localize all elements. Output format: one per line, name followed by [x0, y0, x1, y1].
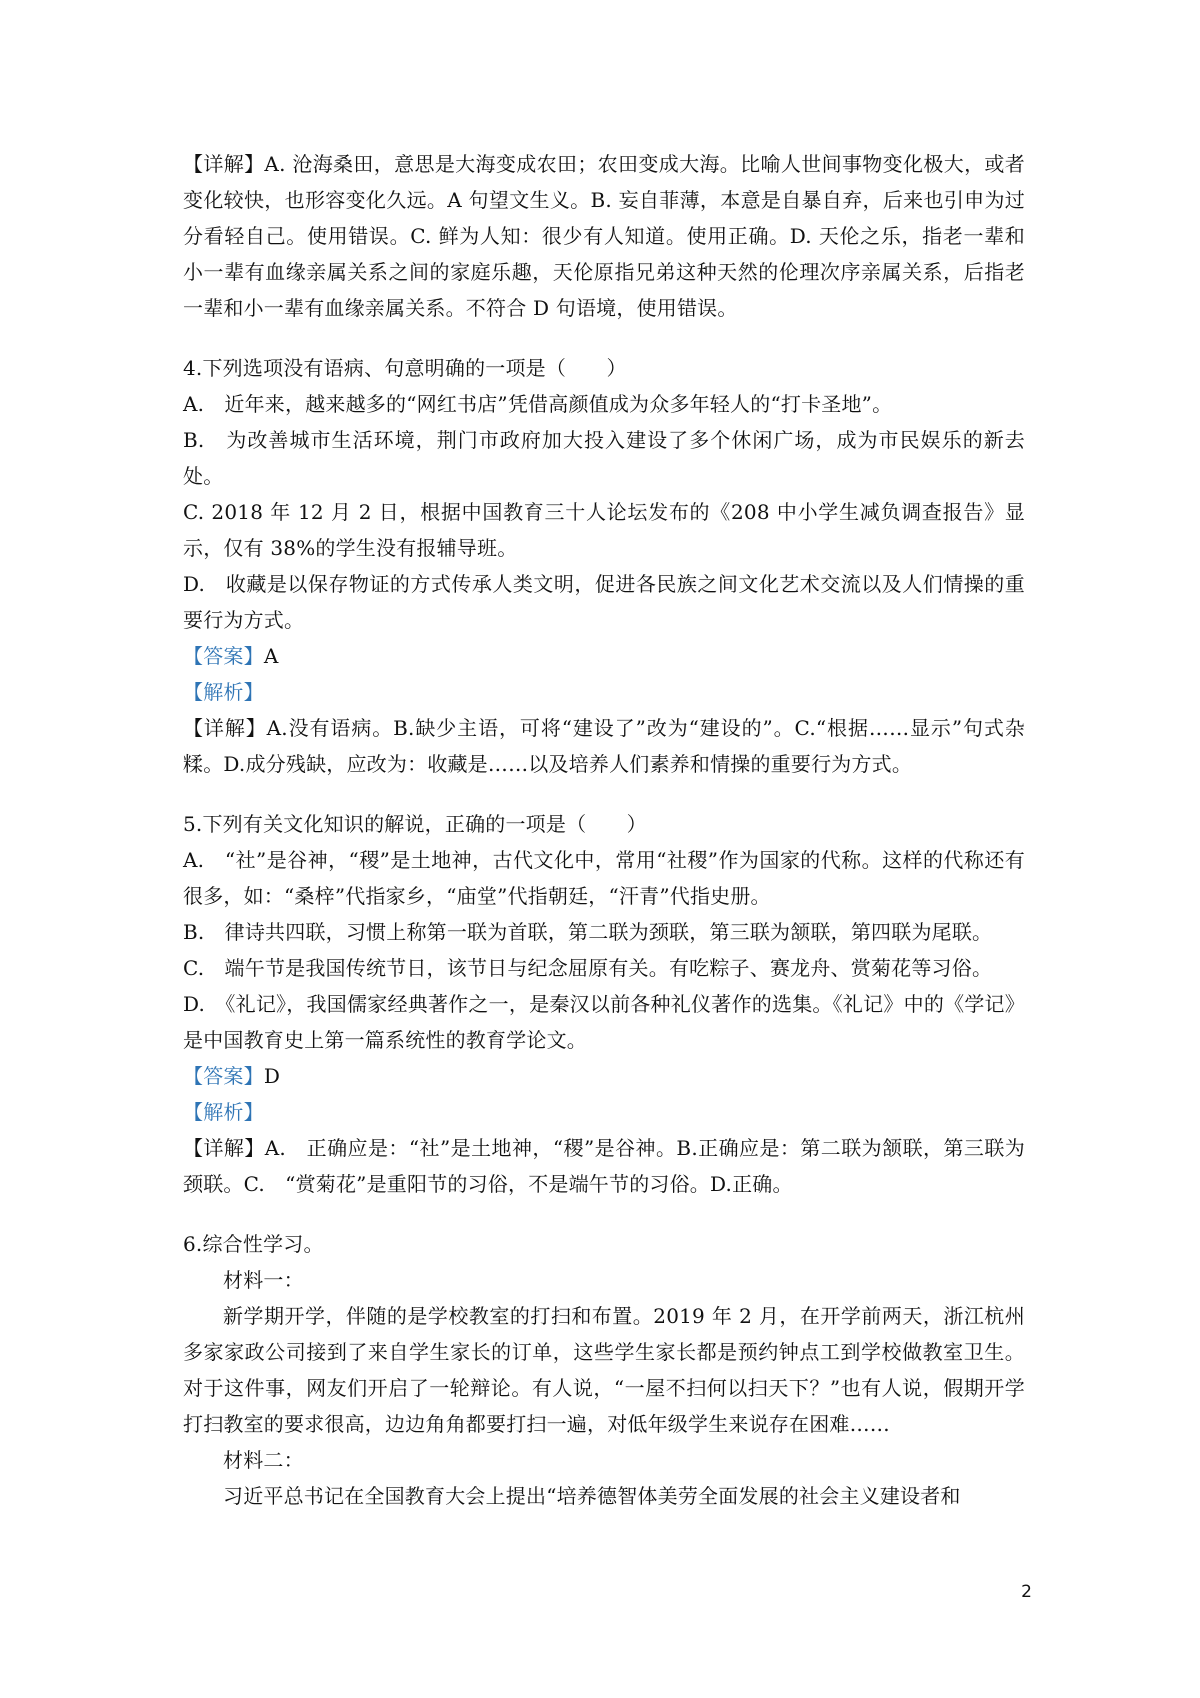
q5-option-b: B. 律诗共四联，习惯上称第一联为首联，第二联为颈联，第三联为颔联，第四联为尾联。 [183, 920, 993, 944]
spacer [183, 782, 1025, 806]
q4-answer [183, 638, 1025, 674]
spacer [183, 326, 1025, 350]
q6-material1-text: 新学期开学，伴随的是学校教室的打扫和布置。2019 年 2 月，在开学前两天，浙江杭州多家家政公司接到了来自学生家长的订单，这些学生家长都是预约钟点工到学校做教室卫生。对于这件事，网友们开启了一轮辩论。有人说，“一屋不扫何以扫天下？”也有人说，假期开学打扫教室的要求很高，边边角角都要打扫一遍，对低年级学生来说存在困难…… [183, 1304, 1025, 1436]
q5-detail: 【详解】A. 正确应是：“社”是土地神，“稷”是谷神。B.正确应是：第二联为颔联，第三联为颈联。C. “赏菊花”是重阳节的习俗，不是端午节的习俗。D.正确。 [183, 1136, 1025, 1196]
q4-option-c: C. 2018 年 12 月 2 日，根据中国教育三十人论坛发布的《208 中小学生减负调查报告》显示，仅有 38%的学生没有报辅导班。 [183, 500, 1025, 560]
q4-answer-value: A [263, 644, 279, 668]
q5-answer-value: D [263, 1064, 281, 1088]
q6-stem: 6.综合性学习。 [183, 1232, 324, 1256]
q5-option-c: C. 端午节是我国传统节日，该节日与纪念屈原有关。有吃粽子、赛龙舟、赏菊花等习俗。 [183, 956, 993, 980]
q5-analysis-label: 【解析】 [183, 1100, 264, 1124]
document-body [183, 146, 1025, 1514]
q3-detail: 【详解】A. 沧海桑田，意思是大海变成农田；农田变成大海。比喻人世间事物变化极大，或者变化较快，也形容变化久远。A 句望文生义。B. 妄自菲薄，本意是自暴自弃，后来也引申为过分看轻自己。使用错误。C. 鲜为人知：很少有人知道。使用正确。D. 天伦之乐，指老一辈和小一辈有血缘亲属关系之间的家庭乐趣，天伦原指兄弟这种天然的伦理次序亲属关系，后指老一辈和小一辈有血缘亲属关系。不符合 D 句语境，使用错误。 [183, 152, 1025, 320]
q5-answer [183, 1058, 1025, 1094]
spacer [183, 1202, 1025, 1226]
q5-option-a: A. “社”是谷神，“稷”是土地神，古代文化中，常用“社稷”作为国家的代称。这样的代称还有很多，如：“桑梓”代指家乡，“庙堂”代指朝廷，“汗青”代指史册。 [183, 848, 1025, 908]
q4-answer-label: 【答案】 [183, 644, 264, 668]
q6-material2-text: 习近平总书记在全国教育大会上提出“培养德智体美劳全面发展的社会主义建设者和 [223, 1484, 961, 1508]
q4-option-a: A. 近年来，越来越多的“网红书店”凭借高颜值成为众多年轻人的“打卡圣地”。 [183, 392, 893, 416]
q4-analysis-label: 【解析】 [183, 680, 264, 704]
q6-material2-title: 材料二： [223, 1448, 304, 1472]
q5-stem: 5.下列有关文化知识的解说，正确的一项是（ ） [183, 812, 647, 836]
q4-option-b: B. 为改善城市生活环境，荆门市政府加大投入建设了多个休闲广场，成为市民娱乐的新去处。 [183, 428, 1025, 488]
q5-answer-label: 【答案】 [183, 1064, 264, 1088]
page-number: 2 [1021, 1582, 1032, 1602]
q6-material1-title: 材料一： [223, 1268, 304, 1292]
q4-option-d: D. 收藏是以保存物证的方式传承人类文明，促进各民族之间文化艺术交流以及人们情操的重要行为方式。 [183, 572, 1025, 632]
q4-stem: 4.下列选项没有语病、句意明确的一项是（ ） [183, 356, 627, 380]
q5-option-d: D. 《礼记》，我国儒家经典著作之一，是秦汉以前各种礼仪著作的选集。《礼记》中的《学记》是中国教育史上第一篇系统性的教育学论文。 [183, 992, 1025, 1052]
q4-detail: 【详解】A.没有语病。B.缺少主语，可将“建设了”改为“建设的”。C.“根据……显示”句式杂糅。D.成分残缺，应改为：收藏是……以及培养人们素养和情操的重要行为方式。 [183, 716, 1025, 776]
